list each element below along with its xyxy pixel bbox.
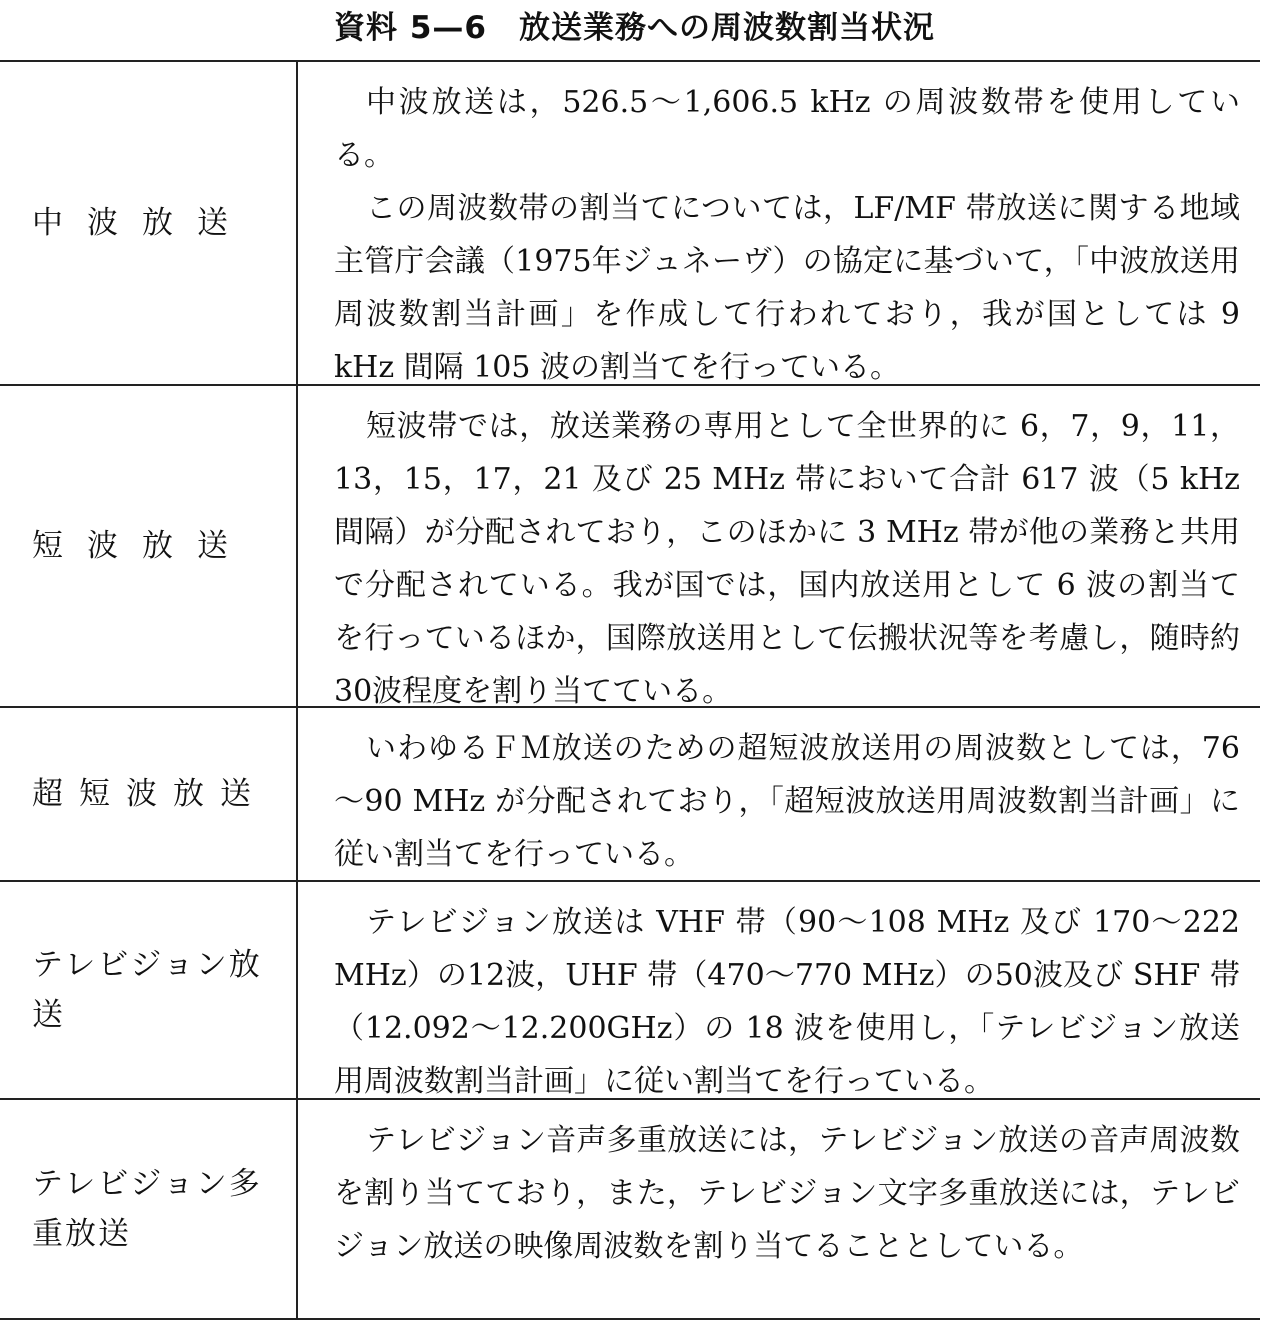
mw-paragraph-1: 中波放送は，526.5～1,606.5 kHz の周波数帯を使用している。 [334,85,1240,173]
row-label-cell [0,1100,298,1318]
sw-paragraph-1: 短波帯では，放送業務の専用として全世界的に 6，7，9，11，13，15，17，21 及び 25 MHz 帯において合計 617 波（5 kHz 間隔）が分配されており，このほかに 3 MHz 帯が他の業務と共用で分配されている。我が国では，国内放送用として 6 波の割当てを行っているほか，国際放送用として伝搬状況等を考慮し，随時約30波程度を割り当てている。 [334,409,1240,709]
table-row-tv-multiplex [0,1098,1260,1320]
row-label-cell [0,386,298,706]
row-label-cell [0,882,298,1098]
row-label-cell [0,62,298,384]
table-row-tv [0,880,1260,1098]
page-title: 資料 5—6 放送業務への周波数割当状況 [334,10,935,46]
table-row-mw [0,60,1260,384]
row-label-fm: 超短波放送 [32,776,267,812]
row-description-cell [298,62,1260,384]
row-label-sw: 短波放送 [32,528,252,564]
row-description-cell [298,386,1260,709]
allocation-table [0,60,1260,1320]
row-description-cell [298,708,1260,880]
row-description-cell [298,882,1260,1098]
row-label-tv: テレビジョン放送 [32,947,262,1033]
row-description-cell [298,1100,1260,1318]
tv-multiplex-paragraph-1: テレビジョン音声多重放送には，テレビジョン放送の音声周波数を割り当てており，また，テレビジョン文字多重放送には，テレビジョン放送の映像周波数を割り当てることとしている。 [334,1123,1240,1264]
table-row-sw [0,384,1260,709]
mw-paragraph-2: この周波数帯の割当てについては，LF/MF 帯放送に関する地域主管庁会議（1975年ジュネーヴ）の協定に基づいて，「中波放送用周波数割当計画」を作成して行われており，我が国としては 9 kHz 間隔 105 波の割当てを行っている。 [334,191,1240,385]
row-label-tv-multiplex: テレビジョン多重放送 [32,1166,262,1252]
row-label-mw: 中波放送 [32,205,252,241]
fm-paragraph-1: いわゆるＦＭ放送のための超短波放送用の周波数としては，76～90 MHz が分配されており，「超短波放送用周波数割当計画」に従い割当てを行っている。 [334,731,1240,872]
row-label-cell [0,708,298,880]
table-row-fm [0,706,1260,880]
tv-paragraph-1: テレビジョン放送は VHF 帯（90～108 MHz 及び 170～222 MHz）の12波，UHF 帯（470～770 MHz）の50波及び SHF 帯（12.092～12.200GHz）の 18 波を使用し，「テレビジョン放送用周波数割当計画」に従い割当てを行っている。 [334,905,1240,1099]
